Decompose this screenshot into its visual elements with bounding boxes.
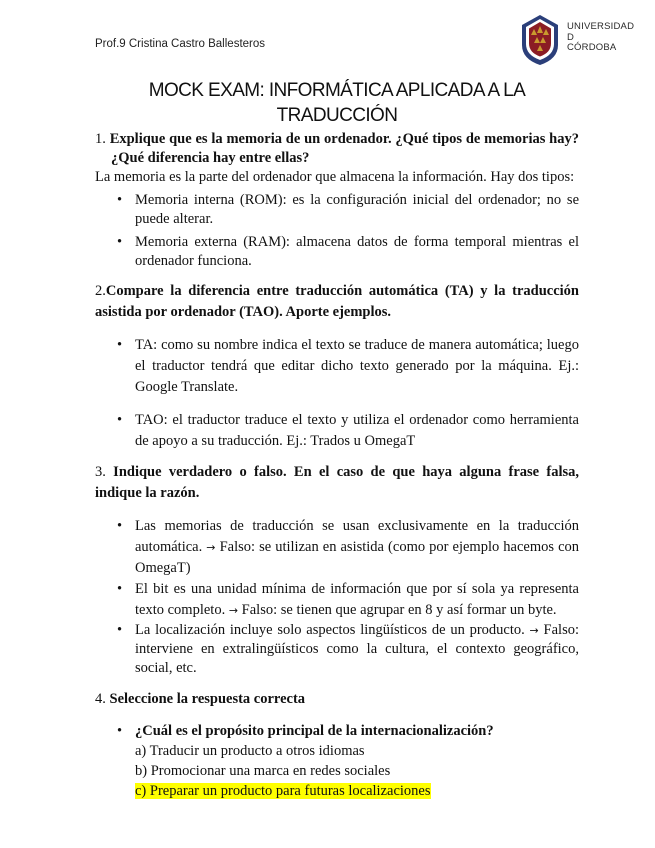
option-c xyxy=(135,781,579,801)
arrow-icon: → xyxy=(228,604,239,617)
list-item: • TAO: el traductor traduce el texto y utiliza el ordenador como herramienta de apoyo a su traducción. Ej.: Trados u OmegaT xyxy=(95,410,579,452)
option-b: b) Promocionar una marca en redes sociales xyxy=(135,763,391,779)
question-1 xyxy=(95,130,579,168)
logo-line: D xyxy=(567,31,575,43)
statement-answer: Falso: se utilizan en asistida (como por ejemplo hacemos con OmegaT) xyxy=(135,539,580,576)
logo-line: CÓRDOBA xyxy=(567,42,617,53)
sub-question: • ¿Cuál es el propósito principal de la internacionalización? xyxy=(135,723,494,739)
exam-content xyxy=(95,130,579,801)
answer-3-list xyxy=(95,516,579,678)
answer-1-list xyxy=(95,191,579,271)
question-3-text: Indique verdadero o falso. En el caso de que haya alguna frase falsa, indique la razón. xyxy=(95,464,579,501)
statement-text: El bit es una unidad mínima de información que por sí sola ya representa texto completo. xyxy=(135,581,579,618)
arrow-icon: → xyxy=(206,541,216,554)
title-line-2: TRADUCCIÓN xyxy=(276,105,398,126)
list-item: • Memoria externa (RAM): almacena datos de forma temporal mientras el ordenador funciona. xyxy=(95,233,579,271)
page-title xyxy=(95,78,579,128)
answer-2-list xyxy=(95,335,579,452)
answer-1-intro: La memoria es la parte del ordenador que almacena la información. Hay dos tipos: xyxy=(95,169,575,185)
title-line-1: MOCK EXAM: INFORMÁTICA APLICADA A LA xyxy=(148,80,526,101)
logo-line: UNIVERSIDAD xyxy=(567,21,635,32)
author-header: Prof.9 Cristina Castro Ballesteros xyxy=(95,38,266,50)
list-item xyxy=(95,516,579,579)
university-logo-text xyxy=(567,22,634,54)
statement-answer: Falso: interviene en extralingüísticos como la cultura, el contexto geográfico, social, etc. xyxy=(135,622,579,676)
list-item: • TA: como su nombre indica el texto se traduce de manera automática; luego el traductor tendrá que editar dicho texto generado por la máquina. Ej.: Google Translate. xyxy=(95,335,579,398)
correct-option-highlight: c) Preparar un producto para futuras localizaciones xyxy=(135,783,431,799)
question-4 xyxy=(95,690,579,709)
university-logo xyxy=(518,13,638,69)
question-4-text: Seleccione la respuesta correcta xyxy=(109,691,306,707)
question-2-text: Compare la diferencia entre traducción automática (TA) y la traducción asistida por ordenador (TAO). Aporte ejemplos. xyxy=(95,283,579,320)
question-number: 1. xyxy=(95,131,106,147)
statement-text: La localización incluye solo aspectos lingüísticos de un producto. xyxy=(135,622,525,638)
question-number: 3. xyxy=(95,464,106,480)
question-number: 4. xyxy=(95,691,106,707)
question-number: 2. xyxy=(95,283,106,299)
option-a: a) Traducir un producto a otros idiomas xyxy=(135,743,365,759)
arrow-icon: → xyxy=(529,624,539,637)
statement-answer: Falso: se tienen que agrupar en 8 y así formar un byte. xyxy=(241,602,557,618)
list-item: • Memoria interna (ROM): es la configuración inicial del ordenador; no se puede alterar. xyxy=(95,191,579,229)
list-item xyxy=(95,621,579,678)
list-item xyxy=(95,721,579,801)
question-2 xyxy=(95,281,579,323)
question-3 xyxy=(95,462,579,504)
list-item xyxy=(95,579,579,621)
university-crest-icon xyxy=(518,13,562,67)
statement-text: Las memorias de traducción se usan exclusivamente en la traducción automática. xyxy=(135,518,579,555)
question-1-text: Explique que es la memoria de un ordenador. ¿Qué tipos de memorias hay? ¿Qué diferencia hay entre ellas? xyxy=(109,131,579,166)
answer-4-list xyxy=(95,721,579,801)
